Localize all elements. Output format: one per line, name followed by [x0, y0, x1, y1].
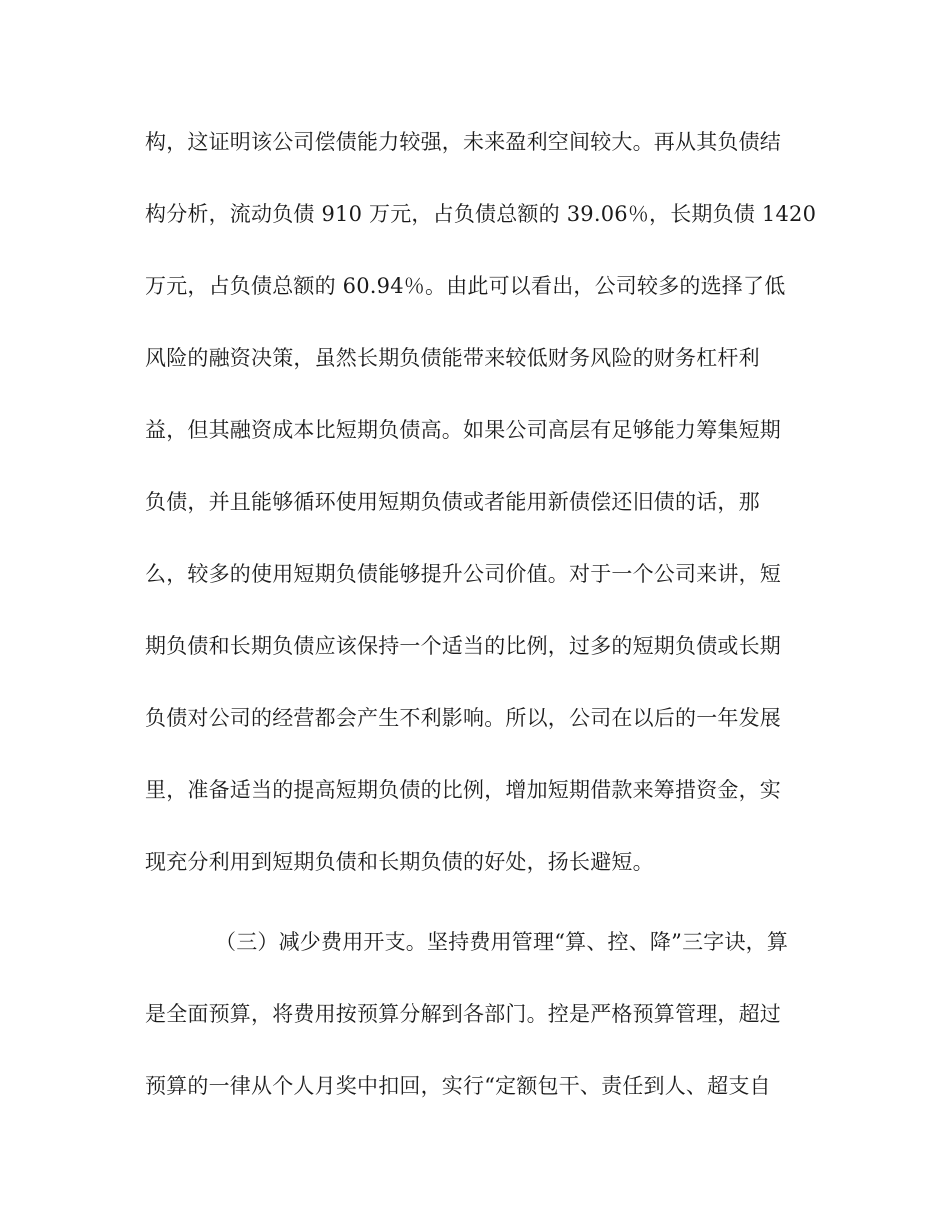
- paragraph-line: 负债，并且能够循环使用短期负债或者能用新债偿还旧债的话，那: [145, 490, 760, 514]
- paragraph-line: 现充分利用到短期负债和长期负债的好处，扬长避短。: [145, 850, 654, 874]
- paragraph-line: 是全面预算，将费用按预算分解到各部门。控是严格预算管理，超过: [145, 1002, 781, 1026]
- paragraph-line: 风险的融资决策，虽然长期负债能带来较低财务风险的财务杠杆利: [145, 346, 760, 370]
- section-heading-line: （三）减少费用开支。坚持费用管理“算、控、降”三字诀，算: [215, 930, 789, 954]
- paragraph-line: 期负债和长期负债应该保持一个适当的比例，过多的短期负债或长期: [145, 634, 781, 658]
- paragraph-line: 构分析，流动负债 910 万元，占负债总额的 39.06％，长期负债 1420: [145, 202, 817, 226]
- paragraph-line: 益，但其融资成本比短期负债高。如果公司高层有足够能力筹集短期: [145, 418, 781, 442]
- paragraph-line: 预算的一律从个人月奖中扣回，实行“定额包干、责任到人、超支自: [145, 1074, 771, 1098]
- paragraph-line: 构，这证明该公司偿债能力较强，未来盈利空间较大。再从其负债结: [145, 130, 781, 154]
- paragraph-line: 负债对公司的经营都会产生不利影响。所以，公司在以后的一年发展: [145, 706, 781, 730]
- paragraph-line: 么，较多的使用短期负债能够提升公司价值。对于一个公司来讲，短: [145, 562, 781, 586]
- paragraph-line: 里，准备适当的提高短期负债的比例，增加短期借款来筹措资金，实: [145, 778, 781, 802]
- paragraph-line: 万元，占负债总额的 60.94％。由此可以看出，公司较多的选择了低: [145, 274, 786, 298]
